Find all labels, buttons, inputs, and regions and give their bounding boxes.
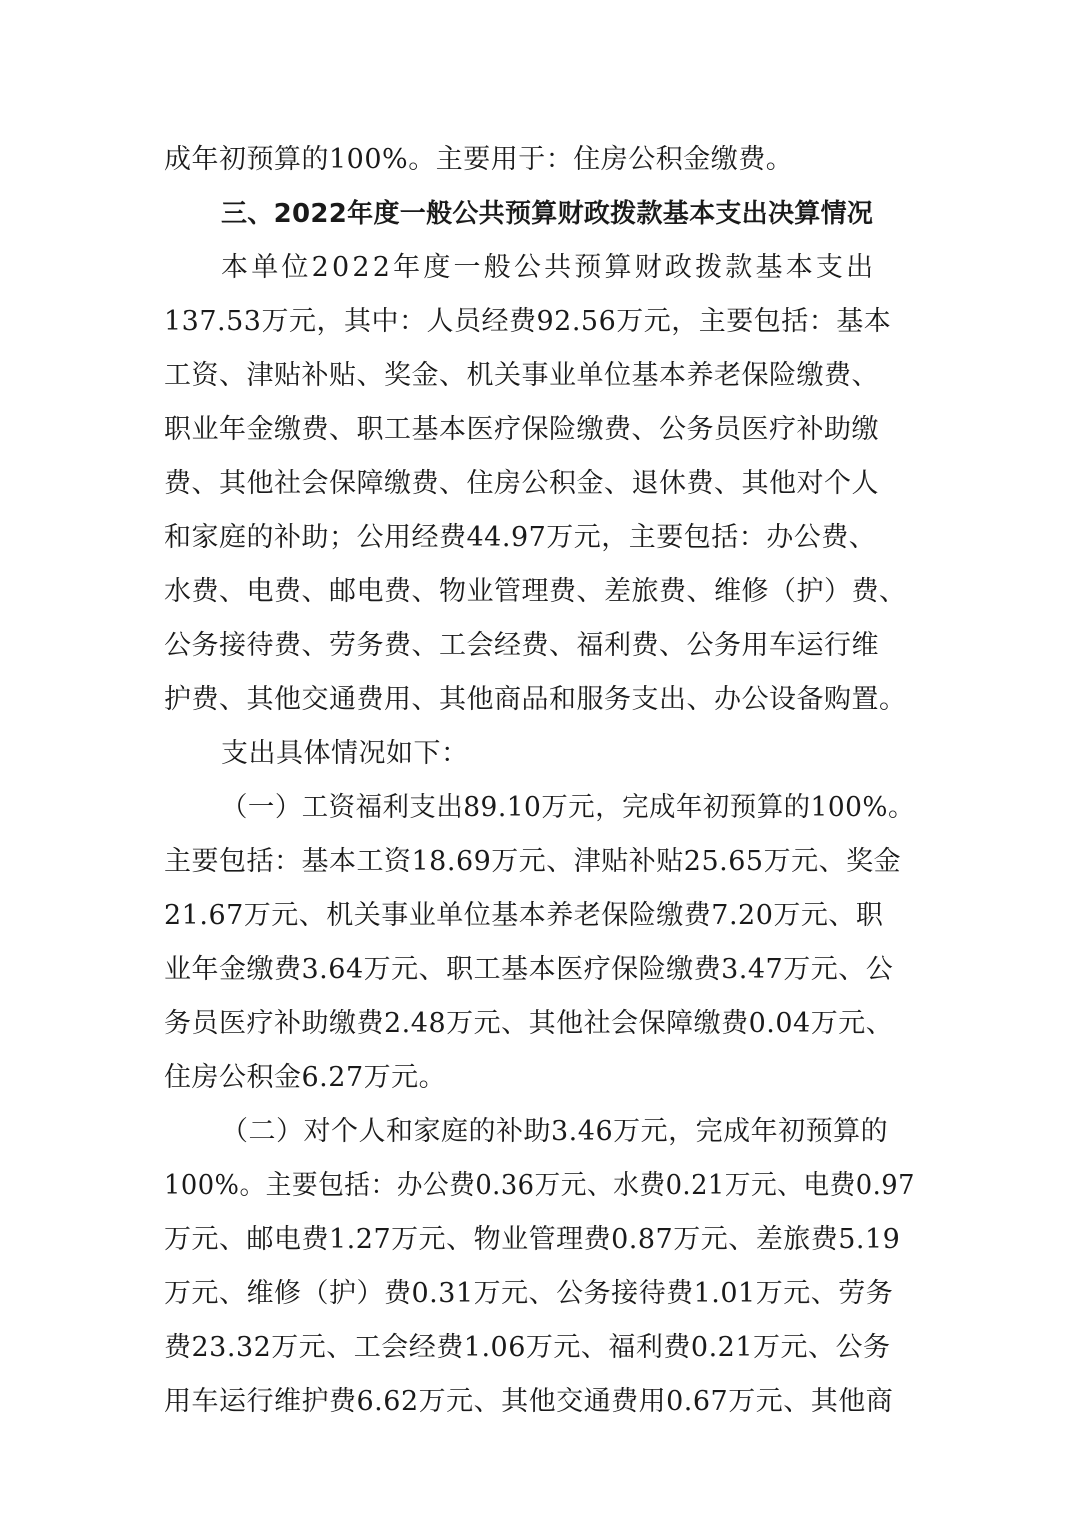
text-line-24: 用车运行维护费6.62万元、其他交通费用0.67万元、其他商 <box>164 1386 894 1417</box>
text-line-8: 和家庭的补助；公用经费44.97万元，主要包括：办公费、 <box>164 522 877 553</box>
section-heading: 三、2022年度一般公共预算财政拨款基本支出决算情况 <box>221 199 874 229</box>
text-line-11: 护费、其他交通费用、其他商品和服务支出、办公设备购置。 <box>164 684 907 715</box>
text-line-1: 成年初预算的100%。主要用于：住房公积金缴费。 <box>164 144 794 175</box>
text-line-23: 费23.32万元、工会经费1.06万元、福利费0.21万元、公务 <box>164 1332 891 1363</box>
text-line-21: 万元、邮电费1.27万元、物业管理费0.87万元、差旅费5.19 <box>164 1224 901 1255</box>
text-line-16: 业年金缴费3.64万元、职工基本医疗保险缴费3.47万元、公 <box>164 954 894 985</box>
text-line-22: 万元、维修（护）费0.31万元、公务接待费1.01万元、劳务 <box>164 1278 894 1309</box>
text-line-18: 住房公积金6.27万元。 <box>164 1062 447 1093</box>
text-line-12: 支出具体情况如下： <box>221 738 469 769</box>
text-line-17: 务员医疗补助缴费2.48万元、其他社会保障缴费0.04万元、 <box>164 1008 894 1039</box>
text-line-10: 公务接待费、劳务费、工会经费、福利费、公务用车运行维 <box>164 630 879 661</box>
text-line-13: （一）工资福利支出89.10万元，完成年初预算的100%。 <box>221 792 915 823</box>
text-line-15: 21.67万元、机关事业单位基本养老保险缴费7.20万元、职 <box>164 900 884 931</box>
text-line-5: 工资、津贴补贴、奖金、机关事业单位基本养老保险缴费、 <box>164 360 879 391</box>
text-line-14: 主要包括：基本工资18.69万元、津贴补贴25.65万元、奖金 <box>164 846 902 877</box>
text-line-9: 水费、电费、邮电费、物业管理费、差旅费、维修（护）费、 <box>164 576 907 607</box>
text-line-3: 本单位2022年度一般公共预算财政拨款基本支出 <box>221 252 877 283</box>
text-line-4: 137.53万元，其中：人员经费92.56万元，主要包括：基本 <box>164 306 892 337</box>
text-line-6: 职业年金缴费、职工基本医疗保险缴费、公务员医疗补助缴 <box>164 414 879 445</box>
text-line-20: 100%。主要包括：办公费0.36万元、水费0.21万元、电费0.97 <box>164 1170 916 1201</box>
text-line-7: 费、其他社会保障缴费、住房公积金、退休费、其他对个人 <box>164 468 879 499</box>
text-line-19: （二）对个人和家庭的补助3.46万元，完成年初预算的 <box>221 1116 889 1147</box>
